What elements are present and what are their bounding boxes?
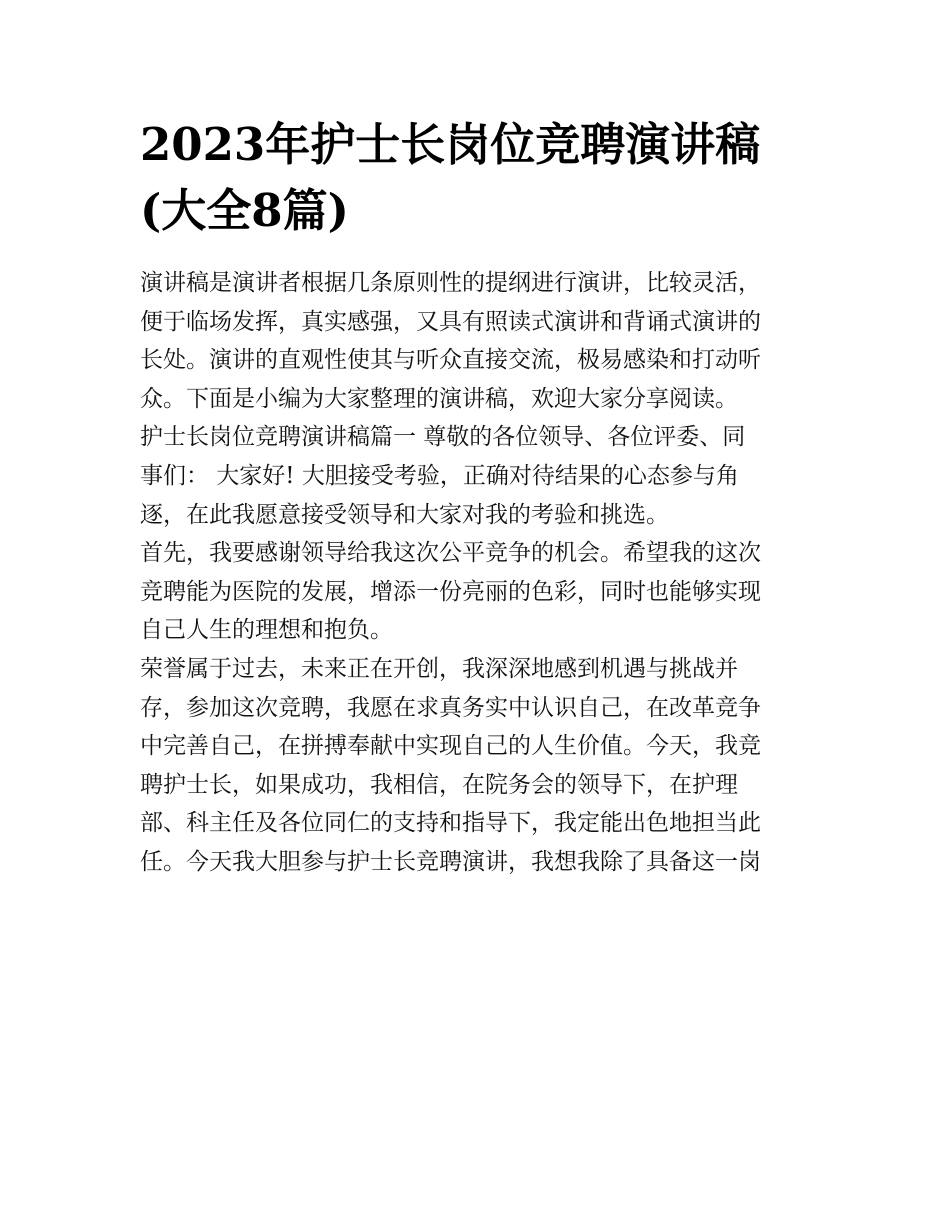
document-page: [140, 112, 820, 882]
paragraph-thanks: [140, 534, 820, 650]
text-line: 竞聘能为医院的发展，增添一份亮丽的色彩，同时也能够实现: [140, 578, 761, 605]
text-line: 中完善自己，在拼搏奉献中实现自己的人生价值。今天，我竞: [140, 733, 761, 760]
text-line: 部、科主任及各位同仁的支持和指导下，我定能出色地担当此: [140, 810, 761, 837]
text-line: 演讲稿是演讲者根据几条原则性的提纲进行演讲，比较灵活，: [140, 270, 761, 296]
paragraph-intro: [140, 264, 820, 418]
text-line: 聘护士长，如果成功，我相信，在院务会的领导下，在护理: [140, 771, 738, 798]
text-line: 逐，在此我愿意接受领导和大家对我的考验和挑选。: [140, 501, 669, 528]
title-line: (大全8篇): [140, 184, 349, 237]
text-line: 便于临场发挥，真实感强，又具有照读式演讲和背诵式演讲的: [140, 308, 761, 335]
text-line: 护士长岗位竞聘演讲稿篇一 尊敬的各位领导、各位评委、同: [140, 424, 746, 451]
text-line: 众。下面是小编为大家整理的演讲稿，欢迎大家分享阅读。: [140, 385, 738, 412]
text-line: 任。今天我大胆参与护士长竞聘演讲，我想我除了具备这一岗: [140, 848, 761, 875]
paragraph-speech-1: [140, 418, 820, 534]
document-title: [140, 112, 820, 244]
document-body: [140, 264, 820, 882]
text-line: 首先，我要感谢领导给我这次公平竞争的机会。希望我的这次: [140, 540, 761, 567]
text-line: 事们： 大家好! 大胆接受考验，正确对待结果的心态参与角: [140, 462, 739, 489]
title-line: 2023年护士长岗位竞聘演讲稿: [140, 118, 761, 171]
text-line: 荣誉属于过去，未来正在开创，我深深地感到机遇与挑战并: [140, 655, 738, 682]
text-line: 自己人生的理想和抱负。: [140, 617, 393, 644]
text-line: 存，参加这次竞聘，我愿在求真务实中认识自己，在改革竞争: [140, 694, 761, 721]
text-line: 长处。演讲的直观性使其与听众直接交流，极易感染和打动听: [140, 347, 761, 374]
paragraph-honor: [140, 650, 820, 882]
